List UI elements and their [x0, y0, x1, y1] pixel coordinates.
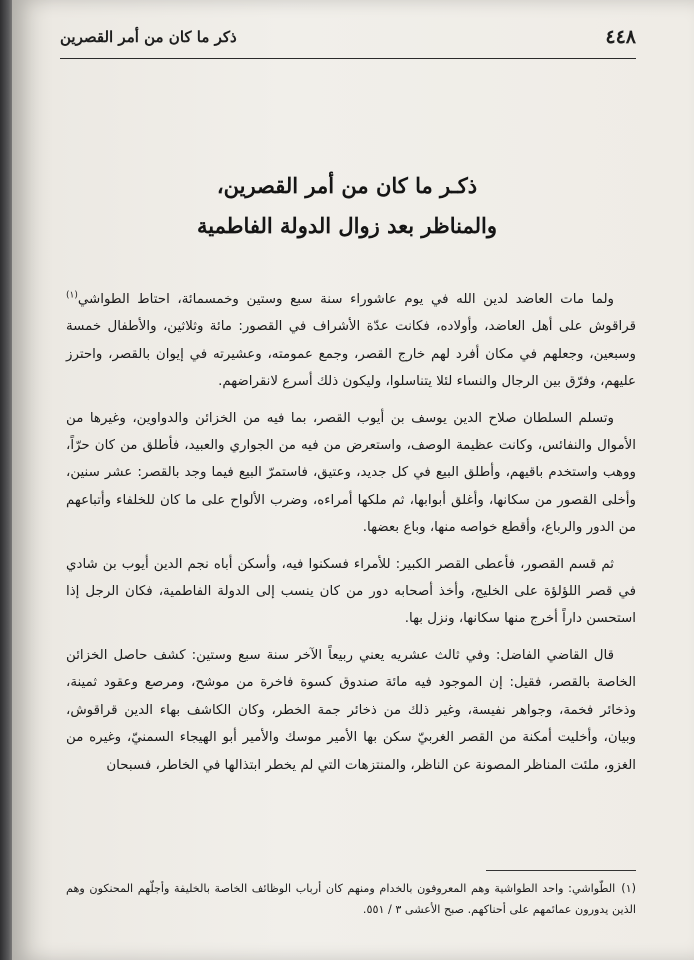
footnote-reference: (١) — [66, 290, 78, 301]
chapter-title — [90, 166, 604, 246]
paragraph-2: وتسلم السلطان صلاح الدين يوسف بن أيوب القصر، بما فيه من الخزائن والدواوين، وغيرها من الأموال والنفائس، وكانت عظيمة الوصف، واستعرض من فيه من الجواري والعبيد، فأطلق من كان حرّاً، ووهب واستخدم باقيهم، وأطلق البيع في كل جديد، وعتيق، فاستمرّ البيع فيما وجد بالقصر: عشر سنين، وأخلى القصور من سكانها، وأغلق أبوابها، ثم ملكها أمراءه، وضرب الألواح على ما كان للخلفاء وأتباعهم من الدور والرباع، وأقطع خواصه منها، وباع بعضها. — [66, 410, 636, 536]
page-number: ٤٤٨ — [605, 26, 636, 48]
footnote-marker: (١) — [621, 882, 636, 895]
paragraph-4: قال القاضي الفاضل: وفي ثالث عشريه يعني ربيعاً الآخر سنة سبع وستين: كشف حاصل الخزائن الخاصة بالقصر، فقيل: إن الموجود فيه مائة صندوق كسوة فاخرة من موشح، ومرصع وعقود ثمينة، وذخائر فخمة، وجواهر نفيسة، وغير ذلك من ذخائر جمة الخطر، وكان الكاشف بهاء الدين قراقوش، وبيان، وأخليت أمكنة من القصر الغربيّ سكن بها الأمير موسك والأمير أبو الهيجاء السمنيّ، وغيره من الغزو، ملئت المناظر المصونة عن الناظر، والمنتزهات التي لم يخطر ابتذالها في الخاطر، فسبحان — [66, 647, 636, 773]
footnote-text: الطّواشي: واحد الطواشية وهم المعروفون بالخدام ومنهم كان أرباب الوظائف الخاصة بالخليفة وأجلّهم المحنكون وهم الذين يدورون عمائمهم على أحناكهم. صبح الأعشى ٣ / ٥٥١. — [66, 882, 636, 916]
chapter-title-line-2: والمناظر بعد زوال الدولة الفاطمية — [197, 213, 497, 238]
header-rule — [60, 58, 636, 59]
chapter-title-line-1: ذكـر ما كان من أمر القصرين، — [216, 173, 478, 198]
body-text — [66, 286, 636, 788]
paragraph-1-start: ولما مات العاضد لدين الله في يوم عاشوراء سنة سبع وستين وخمسمائة، احتاط الطواشي — [77, 292, 614, 307]
page-header — [60, 26, 636, 56]
paragraph-3: ثم قسم القصور، فأعطى القصر الكبير: للأمراء فسكنوا فيه، وأسكن أباه نجم الدين أيوب بن شادي في قصر اللؤلؤة على الخليج، وأخذ أصحابه دور من كان ينسب إلى الدولة الفاطمية، فكان الرجل إذا استحسن داراً أخرج منها سكانها، ونزل بها. — [66, 556, 636, 627]
paragraph-1-end: قراقوش على أهل العاضد، وأولاده، فكانت عدّة الأشراف في القصور: مائة وثلاثين، والأطفال خمسة وسبعين، وجعلهم في مكان أفرد لهم خارج القصر، وجمع عمومته، وعشيرته في إيوان بالقصر، واحترز عليهم، وفرّق بين الرجال والنساء لئلا يتناسلوا، وليكون ذلك أسرع لانقراضهم. — [66, 319, 636, 390]
running-title: ذكر ما كان من أمر القصرين — [60, 28, 237, 46]
paragraph-1 — [66, 286, 636, 396]
footnote-rule — [486, 870, 636, 871]
footnote — [66, 878, 636, 920]
